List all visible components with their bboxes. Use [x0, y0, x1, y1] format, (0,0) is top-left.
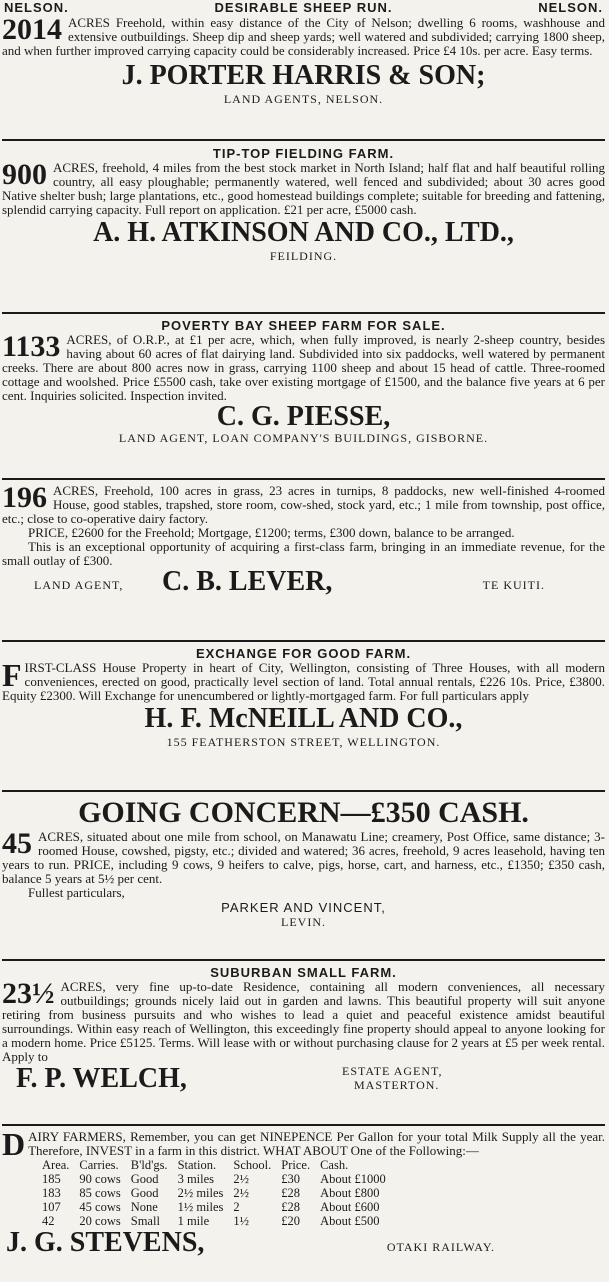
column-header: Carries.: [79, 1158, 119, 1172]
drop-cap: F: [2, 657, 22, 693]
table-cell: 107: [42, 1200, 61, 1214]
agent-name: H. F. McNEILL AND CO.,: [144, 703, 463, 734]
table-row: [42, 1200, 396, 1214]
table-cell: 3 miles: [177, 1172, 215, 1186]
ad-body: [2, 158, 605, 217]
agent-name: J. G. STEVENS,: [6, 1227, 205, 1258]
table-cell: 2½ miles: [177, 1186, 224, 1200]
table-cell: Good: [130, 1172, 159, 1186]
ad-price: PRICE, £2600 for the Freehold; Mortgage, £1200; terms, £300 down, balance to be arranged.: [28, 525, 515, 540]
column-header: Price.: [281, 1158, 311, 1172]
agent-name: F. P. WELCH,: [16, 1063, 187, 1094]
ad-body: [2, 657, 605, 703]
drop-cap: D: [2, 1126, 26, 1162]
column-header: Station.: [177, 1158, 217, 1172]
table-cell: 2½: [233, 1172, 250, 1186]
ad-heading: DESIRABLE SHEEP RUN.: [214, 0, 393, 15]
agent-name: J. PORTER HARRIS & SON;: [121, 60, 486, 91]
table-cell: £28: [281, 1186, 301, 1200]
ad-heading: SUBURBAN SMALL FARM.: [210, 965, 397, 980]
agent-name: C. B. LEVER,: [162, 566, 333, 597]
table-cell: 1 mile: [177, 1214, 210, 1228]
acreage-figure: 45: [2, 827, 32, 860]
agent-town: MASTERTON.: [354, 1078, 440, 1092]
table-row: [42, 1214, 396, 1228]
table-cell: £30: [281, 1172, 301, 1186]
ad-text: AIRY FARMERS, Remember, you can get NINEPENCE Per Gallon for your total Milk Supply all the year. Therefore, INVEST in a farm in this district. WHAT ABOUT One of the Following:—: [28, 1129, 605, 1158]
acreage-figure: 1133: [2, 330, 61, 363]
agent-name: PARKER AND VINCENT,: [221, 900, 386, 915]
table-cell: About £600: [320, 1200, 380, 1214]
table-cell: £20: [281, 1214, 301, 1228]
ad-note: Fullest particulars,: [28, 885, 125, 900]
table-cell: 20 cows: [79, 1214, 121, 1228]
divider: [2, 1124, 605, 1126]
ad-body: [2, 330, 605, 403]
table-cell: Good: [130, 1186, 159, 1200]
acreage-figure: 2014: [2, 13, 62, 46]
head-right: NELSON.: [538, 0, 603, 15]
ad-text: ACRES, very fine up-to-date Residence, containing all modern conveniences, all necessary outbuildings; grounds nicely laid out in garden and lawns. This beautiful property will suit anyone retiring from business pursuits and who wishes to lead a quiet and peaceful existence amidst beautiful surroundings. Within easy reach of Wellington, this exceedingly fine property should appeal to anyone looking for a modern home. Price £5125. Terms. Will lease with or without purchasing clause for 2 years at £5 per week rental. Apply to: [2, 979, 605, 1064]
column-header: B'ld'gs.: [130, 1158, 168, 1172]
ad-dairy-farmers: [2, 1126, 605, 1258]
table-cell: About £500: [320, 1214, 380, 1228]
ad-body: [2, 481, 605, 526]
acreage-figure: 900: [2, 158, 47, 191]
ad-text: IRST-CLASS House Property in heart of City, Wellington, consisting of Three Houses, with all modern conveniences, erected on good, practically level section of land. Total annual rentals, £226 10s. Price, £3800. Equity £2300. Will Exchange for unencumbered or lightly-mortgaged farm. For full particulars apply: [2, 660, 605, 703]
agent-name: A. H. ATKINSON AND CO., LTD.,: [93, 217, 514, 248]
ad-body: [2, 13, 605, 58]
table-cell: 1½ miles: [177, 1200, 224, 1214]
ad-heading: EXCHANGE FOR GOOD FARM.: [195, 646, 412, 661]
table-cell: About £800: [320, 1186, 380, 1200]
ad-fielding-farm: [2, 146, 605, 264]
ad-note: This is an exceptional opportunity of acquiring a first-class farm, bringing in an immediate revenue, for the small outlay of £300.: [2, 539, 605, 568]
table-cell: 2½: [233, 1186, 250, 1200]
ad-text: ACRES, Freehold, 100 acres in grass, 23 acres in turnips, 8 paddocks, new well-finished 4-roomed House, good stables, trapshed, store room, cow-shed, stock yard, etc.; 1 mile from township, post office, etc.; close to co-operative dairy factory.: [2, 483, 605, 526]
ad-text: ACRES Freehold, within easy distance of the City of Nelson; dwelling 6 rooms, washhouse and extensive outbuildings. Sheep dip and sheep yards; well watered and subdivided; carrying 1800 sheep, and when further improved carrying capacity could be considerably increased. Price £4 10s. per acre. Easy terms.: [2, 15, 605, 58]
table-cell: 85 cows: [79, 1186, 121, 1200]
agent-role: LAND AGENT,: [34, 578, 124, 592]
ad-heading: TIP-TOP FIELDING FARM.: [212, 146, 395, 161]
ad-suburban-farm: [2, 965, 605, 1094]
acreage-figure: 196: [2, 481, 47, 514]
ad-heading: POVERTY BAY SHEEP FARM FOR SALE.: [161, 318, 446, 333]
agent-address: LEVIN.: [281, 915, 326, 929]
ad-heading: GOING CONCERN—£350 CASH.: [78, 796, 529, 829]
agent-address: FEILDING.: [269, 249, 338, 263]
column-header: Area.: [42, 1158, 70, 1172]
divider: [2, 139, 605, 141]
agent-address: LAND AGENTS, NELSON.: [223, 92, 384, 106]
column-header: School.: [233, 1158, 272, 1172]
table-cell: About £1000: [320, 1172, 386, 1186]
ad-sheep-run-nelson: [2, 0, 605, 107]
ad-poverty-bay: [2, 318, 605, 446]
table-cell: 185: [42, 1172, 61, 1186]
agent-address: LAND AGENT, LOAN COMPANY'S BUILDINGS, GISBORNE.: [118, 431, 489, 445]
table-row: [42, 1186, 396, 1200]
agent-line: [2, 1064, 605, 1094]
ad-text: ACRES, of O.R.P., at £1 per acre, which, when fully improved, is nearly 2-sheep country, besides having about 60 acres of flat dairying land. Subdivided into six paddocks, well watered by permanent creeks. There are about 800 acres now in grass, carrying 1100 sheep and about 15 head of cattle. Three-roomed cottage and woolshed. Price £5500 cash, take over existing mortgage of £1500, and the balance five years at 6 per cent. Inquiries solicited. Inspection invited.: [2, 332, 605, 403]
divider: [2, 312, 605, 314]
ad-body: [2, 1126, 605, 1162]
agent-line: [2, 568, 605, 596]
agent-line: [2, 1228, 605, 1258]
table-cell: None: [130, 1200, 158, 1214]
table-cell: £28: [281, 1200, 301, 1214]
ad-going-concern: [2, 796, 605, 930]
ad-text: ACRES, freehold, 4 miles from the best stock market in North Island; half flat and half beautiful rolling country, all easy ploughable; permanently watered, well fenced and subdivided; about 30 acres good Native shelter bush; large plantations, etc., good homestead buildings complete; suitable for breeding and fattening, splendid carrying capacity. Full report on application. £21 per acre, £5000 cash.: [2, 160, 605, 217]
table-header-row: [42, 1158, 396, 1172]
divider: [2, 478, 605, 480]
farm-listing-table: [42, 1158, 396, 1228]
agent-address: 155 FEATHERSTON STREET, WELLINGTON.: [166, 735, 441, 749]
agent-town: TE KUITI.: [482, 578, 545, 592]
divider: [2, 640, 605, 642]
ad-header: [2, 0, 605, 16]
table-cell: 42: [42, 1214, 55, 1228]
table-cell: Small: [130, 1214, 160, 1228]
table-row: [42, 1172, 396, 1186]
column-header: Cash.: [320, 1158, 349, 1172]
ad-body: [2, 827, 605, 886]
ad-exchange-farm: [2, 646, 605, 750]
head-left: NELSON.: [4, 0, 69, 15]
table-cell: 90 cows: [79, 1172, 121, 1186]
agent-town: OTAKI RAILWAY.: [386, 1240, 495, 1254]
ad-text: ACRES, situated about one mile from school, on Manawatu Line; creamery, Post Office, same distance; 3-roomed House, cowshed, pigsty, etc.; divided and watered; 36 acres, freehold, 9 acres leasehold, having ten years to run. PRICE, including 9 cows, 9 heifers to calve, pigs, horse, cart, and harness, etc., £1350; £350 cash, balance 5 years at 5½ per cent.: [2, 829, 605, 886]
ad-body: [2, 977, 605, 1064]
acreage-figure: 23½: [2, 977, 55, 1010]
table-cell: 2: [233, 1200, 240, 1214]
table-cell: 45 cows: [79, 1200, 121, 1214]
divider: [2, 959, 605, 961]
table-cell: 183: [42, 1186, 61, 1200]
divider: [2, 790, 605, 792]
agent-role: ESTATE AGENT,: [342, 1064, 443, 1078]
table-cell: 1½: [233, 1214, 250, 1228]
ad-te-kuiti-farm: [2, 481, 605, 597]
agent-name: C. G. PIESSE,: [216, 401, 391, 432]
